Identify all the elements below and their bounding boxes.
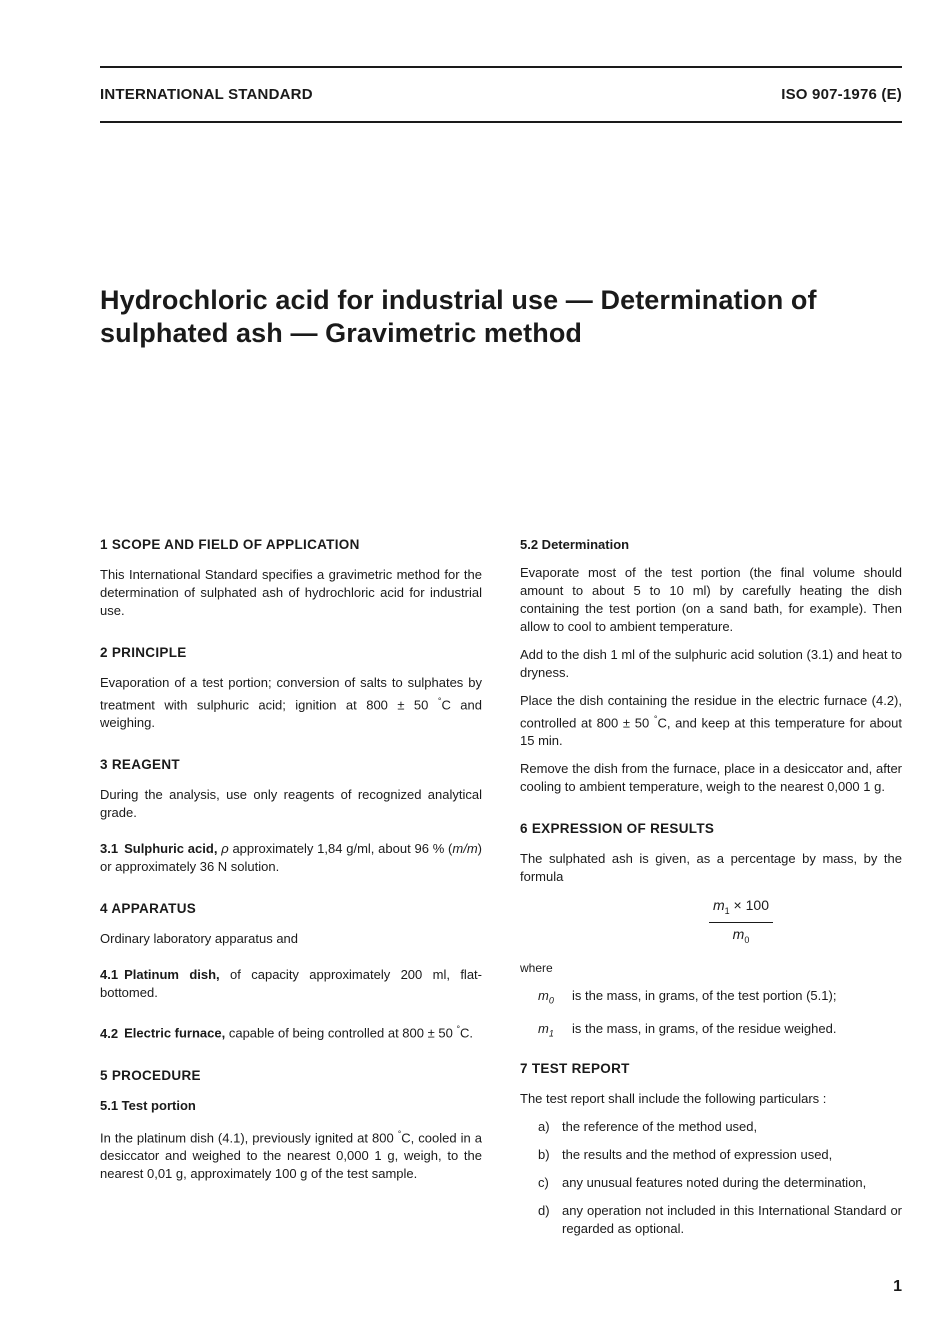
header-bottom-rule: [100, 121, 902, 123]
list-item: a) the reference of the method used,: [538, 1119, 758, 1135]
definition-m0: $m_0$ is the mass, in grams, of the test portion (5.1);: [538, 987, 837, 1006]
section-4-heading: 4 APPARATUS: [100, 901, 197, 917]
clause-4-2: 4.2 Electric furnace, capable of being controlled at 800 ± 50 °C.: [100, 1024, 474, 1041]
page-number: 1: [893, 1278, 902, 1295]
section-2-heading: 2 PRINCIPLE: [100, 645, 187, 660]
formula-fraction: [709, 896, 773, 949]
section-4-text: Ordinary laboratory apparatus and: [100, 931, 299, 947]
section-2-text: Evaporation of a test portion; conversion of salts to sulphates by treatment with sulphuric acid; ignition at 800 ± 50 °C and weighing.: [100, 675, 482, 731]
list-item: b) the results and the method of expression used,: [538, 1147, 833, 1163]
clause-3-1: 3.1 Sulphuric acid, ρ approximately 1,84 g/ml, about 96 % (m/m) or approximately 36 N solution.: [100, 841, 483, 875]
section-5-heading: 5 PROCEDURE: [100, 1067, 201, 1083]
title-line-2: sulphated ash — Gravimetric method: [100, 318, 583, 348]
list-item: c) any unusual features noted during the determination,: [538, 1175, 867, 1191]
left-column: [100, 536, 482, 1193]
header-top-rule: [100, 66, 902, 68]
clause-4-1: 4.1 Platinum dish, of capacity approximately 200 ml, flat-bottomed.: [100, 967, 482, 1001]
list-item: d) any operation not included in this International Standard or regarded as optional.: [538, 1203, 902, 1237]
section-5-2-para-2: Add to the dish 1 ml of the sulphuric acid solution (3.1) and heat to dryness.: [520, 647, 902, 680]
section-5-1-heading: 5.1 Test portion: [100, 1097, 196, 1113]
header-standard-label: INTERNATIONAL STANDARD: [100, 86, 313, 103]
section-7-heading: 7 TEST REPORT: [520, 1061, 630, 1077]
definition-m1: $m_1$ is the mass, in grams, of the residue weighed.: [538, 1020, 837, 1039]
formula-denominator: $m_0$: [732, 926, 750, 945]
document-title: [100, 284, 900, 350]
section-5-2-para-1: Evaporate most of the test portion (the final volume should amount to about 5 to 10 ml) by carefully heating the dish containing the test portion (on a sand bath, for example). Then allow to cool to ambient temperature.: [520, 565, 902, 634]
section-1-text: This International Standard specifies a gravimetric method for the determination of sulphated ash of hydrochloric acid for industrial use.: [100, 567, 482, 618]
title-line-1: Hydrochloric acid for industrial use — Determination of: [100, 285, 817, 315]
section-5-1-text: In the platinum dish (4.1), previously ignited at 800 °C, cooled in a desiccator and weighed to the nearest 0,000 1 g, weigh, to the nearest 0,01 g, approximately 100 g of the test sample.: [100, 1128, 482, 1181]
formula-numerator: $m_1 \times 100$: [709, 896, 773, 923]
section-7-text: The test report shall include the following particulars :: [520, 1091, 827, 1107]
section-3-text: During the analysis, use only reagents of recognized analytical grade.: [100, 787, 482, 821]
section-5-2-heading: 5.2 Determination: [520, 537, 630, 552]
section-1-heading: 1 SCOPE AND FIELD OF APPLICATION: [100, 537, 360, 552]
result-formula: [520, 896, 902, 949]
header-standard-number: ISO 907-1976 (E): [781, 86, 902, 103]
section-6-heading: 6 EXPRESSION OF RESULTS: [520, 821, 715, 837]
right-column: [520, 536, 902, 1248]
section-3-heading: 3 REAGENT: [100, 757, 180, 773]
where-label: where: [520, 960, 553, 975]
section-6-text: The sulphated ash is given, as a percentage by mass, by the formula: [520, 851, 902, 885]
section-5-2-para-4: Remove the dish from the furnace, place in a desiccator and, after cooling to ambient temperature, weigh to the nearest 0,000 1 g.: [520, 761, 902, 795]
section-5-2-para-3: Place the dish containing the residue in the electric furnace (4.2), controlled at 800 ± 50 °C, and keep at this temperature for about 15 min.: [520, 693, 902, 749]
